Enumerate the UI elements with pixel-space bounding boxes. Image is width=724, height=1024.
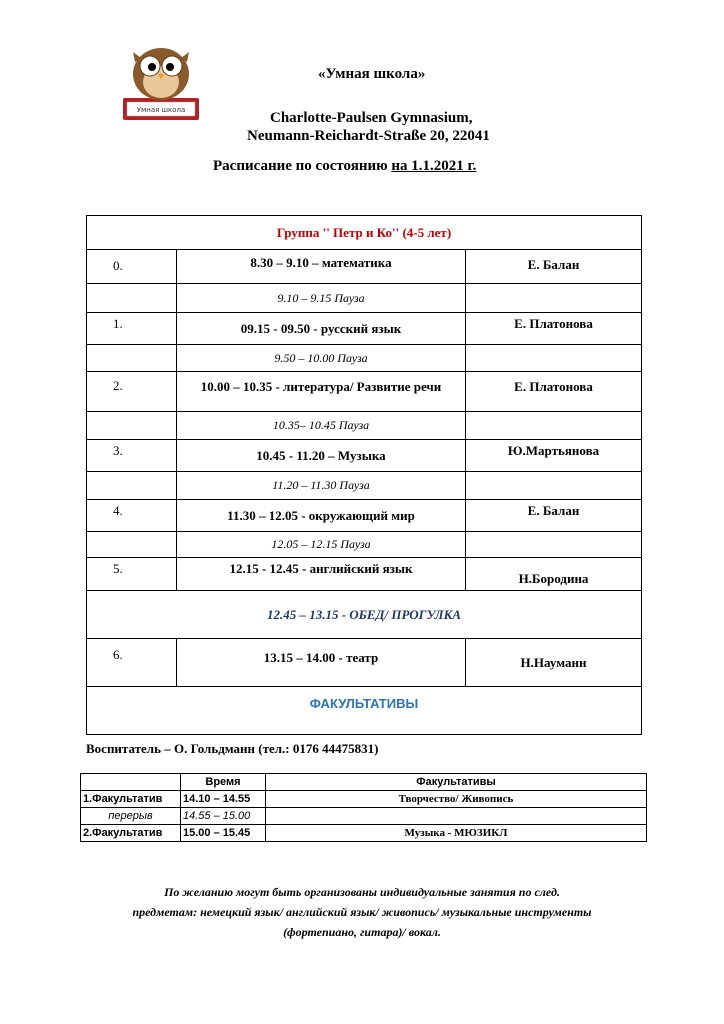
elective-name: Музыка - МЮЗИКЛ [266,825,647,842]
note-line-1: По желанию могут быть организованы индивидуальные занятия по след. [164,885,560,899]
group-title-row [87,216,642,250]
break-row [81,808,647,825]
lesson-name: 10.00 – 10.35 - литература/ Развитие речи [177,372,466,412]
break-time: 14.55 – 15.00 [181,808,266,825]
group-title: Группа '' Петр и Ко'' (4-5 лет) [87,216,642,250]
teacher-name: Н.Бородина [466,558,642,591]
elective-label: 1.Факультатив [81,791,181,808]
school-name: «Умная школа» [318,66,426,82]
lesson-number: 4. [87,500,177,532]
lesson-name: 13.15 – 14.00 - театр [177,639,466,687]
pause-row [87,472,642,500]
lesson-name: 10.45 - 11.20 – Музыка [177,440,466,472]
elective-row [81,825,647,842]
elective-name: Творчество/ Живопись [266,791,647,808]
pause-text: 12.05 – 12.15 Пауза [177,532,466,558]
elective-name [266,808,647,825]
electives-header-row [81,774,647,791]
lesson-number: 6. [87,639,177,687]
elective-label: 2.Факультатив [81,825,181,842]
educator-contact: Воспитатель – О. Гольдманн (тел.: 0176 44475831) [86,741,379,756]
teacher-name: Е. Платонова [466,313,642,345]
lesson-name: 11.30 – 12.05 - окружающий мир [177,500,466,532]
pause-text: 10.35– 10.45 Пауза [177,412,466,440]
electives-table [80,773,647,842]
lesson-name: 09.15 - 09.50 - русский язык [177,313,466,345]
teacher-name: Н.Науманн [466,639,642,687]
lesson-number: 1. [87,313,177,345]
lesson-number: 0. [87,250,177,284]
pause-text: 9.50 – 10.00 Пауза [177,345,466,372]
lesson-row [87,558,642,591]
svg-text:Умная школа: Умная школа [136,106,186,114]
elective-time: 14.10 – 14.55 [181,791,266,808]
lesson-row [87,313,642,345]
individual-lessons-note [60,882,664,942]
schedule-heading-prefix: Расписание по состоянию [213,158,392,174]
elective-time: 15.00 – 15.45 [181,825,266,842]
lesson-row [87,250,642,284]
schedule-date: на 1.1.2021 г. [391,158,477,174]
teacher-name: Е. Платонова [466,372,642,412]
pause-row [87,532,642,558]
pause-text: 9.10 – 9.15 Пауза [177,284,466,313]
pause-row [87,284,642,313]
lesson-number: 2. [87,372,177,412]
pause-text: 11.20 – 11.30 Пауза [177,472,466,500]
lunch-break: 12.45 – 13.15 - ОБЕД/ ПРОГУЛКА [87,591,642,639]
column-header-time: Время [181,774,266,791]
note-line-3: (фортепиано, гитара)/ вокал. [283,925,441,939]
school-logo [119,42,203,122]
lesson-name: 8.30 – 9.10 – математика [177,250,466,284]
schedule-heading [213,158,476,175]
lesson-name: 12.15 - 12.45 - английский язык [177,558,466,591]
lunch-row [87,591,642,639]
elective-row [81,791,647,808]
pause-row [87,345,642,372]
note-line-2: предметам: немецкий язык/ английский язык/ живопись/ музыкальные инструменты [132,905,592,919]
pause-row [87,412,642,440]
teacher-name: Е. Балан [466,500,642,532]
lesson-number: 5. [87,558,177,591]
lesson-row [87,639,642,687]
schedule-table [86,215,642,735]
lesson-row [87,500,642,532]
electives-title: ФАКУЛЬТАТИВЫ [87,687,642,735]
electives-title-row [87,687,642,735]
teacher-name: Е. Балан [466,250,642,284]
gymnasium-name: Charlotte-Paulsen Gymnasium, [270,110,473,126]
address: Neumann-Reichardt-Straße 20, 22041 [247,128,490,144]
teacher-name: Ю.Мартьянова [466,440,642,472]
lesson-row [87,440,642,472]
column-header-elective: Факультативы [266,774,647,791]
break-label: перерыв [81,808,181,825]
lesson-row [87,372,642,412]
lesson-number: 3. [87,440,177,472]
